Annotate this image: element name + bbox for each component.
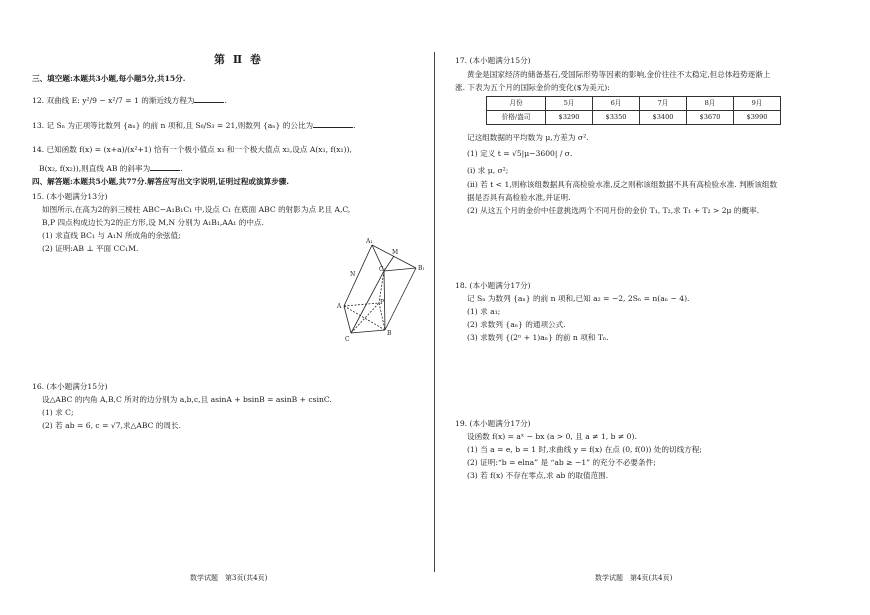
q18-line4: (3) 求数列 {(2ⁿ + 1)aₙ} 的前 n 项和 Tₙ. <box>467 333 609 342</box>
edge-a-b <box>344 306 385 330</box>
table-cell: $3400 <box>640 111 687 125</box>
table-row <box>487 97 781 111</box>
q17-t-equation: √5|μ−3600| / σ <box>512 149 570 158</box>
gold-price-table <box>486 96 781 125</box>
table-row <box>487 111 781 125</box>
table-cell: 价格/盎司 <box>487 111 546 125</box>
edge-c-b <box>351 330 385 333</box>
q18-line2: (1) 求 a₁; <box>467 307 501 316</box>
q15-line2: B,P 四点构成边长为2的正方形,设 M,N 分别为 A₁B₁,AA₁ 的中点. <box>42 218 264 227</box>
q17-line7: 据是否具有高检验水准,并证明. <box>467 193 571 202</box>
q17-line2: 涨. 下表为五个月的国际金价的变化($为美元): <box>455 83 610 92</box>
table-cell: 8月 <box>687 97 734 111</box>
q12-answer-blank <box>194 95 224 103</box>
q17-line5: (i) 求 μ, σ²; <box>467 166 509 175</box>
label-m: M <box>392 249 399 256</box>
q14-answer-blank <box>150 163 180 171</box>
q13-equation: S₆/S₃ = 21 <box>195 121 236 130</box>
q16-line1: 设△ABC 的内角 A,B,C 所对的边分别为 a,b,c,且 asinA + bsinB = asinB + csinC. <box>42 395 332 404</box>
q15-line1: 如图所示,在高为2的斜三棱柱 ABC−A₁B₁C₁ 中,设点 C₁ 在底面 ABC 的射影为点 P,且 A,C, <box>42 205 351 214</box>
q14-equation: (x+a)/(x²+1) <box>103 145 152 154</box>
q14-text-a: 14. 已知函数 f(x) = <box>32 145 104 154</box>
q16-line3: (2) 若 ab = 6, c = √7,求△ABC 的周长. <box>42 421 182 430</box>
q15-line3: (1) 求直线 BC₁ 与 A₁N 所成角的余弦值; <box>42 231 181 240</box>
edge-a-p <box>344 303 379 306</box>
q17-line4 <box>467 150 572 158</box>
part-title: 第 Ⅱ 卷 <box>214 53 263 66</box>
label-n: N <box>350 271 356 278</box>
question-14-line2: B(x₂, f(x₂)),则直线 AB 的斜率为 . <box>39 164 183 173</box>
q17-heading: 17. (本小题满分15分) <box>455 56 531 65</box>
edge-p-b <box>379 303 385 330</box>
section-4-title: 四、解答题:本题共5小题,共77分.解答应写出文字说明,证明过程或演算步骤. <box>32 177 290 186</box>
table-cell: $3290 <box>546 111 593 125</box>
question-12: 12. 双曲线 E: y²/9 − x²/7 = 1 的渐近线方程为 . <box>32 96 227 105</box>
q18-heading: 18. (本小题满分17分) <box>455 281 531 290</box>
q14-text-b: 恰有一个极小值点 x₁ 和一个极大值点 x₂,设点 A(x₁, f(x₁)), <box>151 145 352 154</box>
q17-line8: (2) 从这五个月的金价中任意挑选两个不同月份的金价 T₁, T₂,求 T₁ + T₂ > 2μ 的概率. <box>467 206 760 215</box>
q19-line1: 设函数 f(x) = aˣ − bx (a > 0, 且 a ≠ 1, b ≠ 0). <box>467 432 637 441</box>
q16-line2: (1) 求 C; <box>42 408 74 417</box>
q14-text-c: B(x₂, f(x₂)),则直线 AB 的斜率为 <box>39 164 151 173</box>
table-cell: $3350 <box>593 111 640 125</box>
q17-line6: (ii) 若 t < 1,则称该组数据具有高检验水准,反之则称该组数据不具有高检验水准. 判断该组数 <box>467 180 778 189</box>
edge-c1-b <box>384 271 385 330</box>
table-cell: 7月 <box>640 97 687 111</box>
label-a1: A₁ <box>366 238 373 245</box>
q15-heading: 15. (本小题满分13分) <box>32 192 108 201</box>
q12-text-a: 12. 双曲线 E: <box>32 96 83 105</box>
label-p: P <box>380 299 385 306</box>
label-c1: C₁ <box>379 266 386 273</box>
q13-answer-blank <box>313 120 353 128</box>
label-b1: B₁ <box>418 265 425 272</box>
q12-text-b: 的渐近线方程为 <box>138 96 195 105</box>
edge-c1-b1 <box>384 268 416 271</box>
edge-b1-b <box>385 268 416 330</box>
q12-equation: y²/9 − x²/7 = 1 <box>82 96 139 105</box>
table-cell: 月份 <box>487 97 546 111</box>
page-footer-right: 数学试题 第4页(共4页) <box>595 574 673 582</box>
label-c: C <box>345 336 350 343</box>
q19-line2: (1) 当 a = e, b = 1 时,求曲线 y = f(x) 在点 (0, f(0)) 处的切线方程; <box>467 445 702 454</box>
q17-line3: 记这组数据的平均数为 μ,方差为 σ². <box>467 133 589 142</box>
column-divider <box>434 52 435 572</box>
table-cell: $3990 <box>734 111 781 125</box>
q18-line3: (2) 求数列 {aₙ} 的通项公式. <box>467 320 566 329</box>
question-14-line1 <box>32 146 352 154</box>
q18-line1: 记 Sₙ 为数列 {aₙ} 的前 n 项和,已知 a₂ = −2, 2Sₙ = n(aₙ − 4). <box>467 294 690 303</box>
label-a: A <box>337 303 342 310</box>
table-cell: 9月 <box>734 97 781 111</box>
q17-define-text: (1) 定义 t = <box>467 149 513 158</box>
q13-text-a: 13. 记 Sₙ 为正项等比数列 {aₙ} 的前 n 项和,且 <box>32 121 196 130</box>
edge-a-c <box>344 306 351 333</box>
q15-line4: (2) 证明:AB ⊥ 平面 CC₁M. <box>42 244 139 253</box>
table-cell: $3670 <box>687 111 734 125</box>
q17-line1: 黄金是国家经济的储备基石,受国际形势等因素的影响,金价往往不太稳定,但总体趋势逐渐上 <box>467 70 771 79</box>
table-cell: 5月 <box>546 97 593 111</box>
section-3-title: 三、填空题:本题共3小题,每小题5分,共15分. <box>32 74 186 83</box>
q19-line4: (3) 若 f(x) 不存在零点,求 ab 的取值范围. <box>467 471 609 480</box>
q13-text-b: ,则数列 {aₙ} 的公比为 <box>235 121 314 130</box>
page-footer-left: 数学试题 第3页(共4页) <box>190 574 268 582</box>
question-13: 13. 记 Sₙ 为正项等比数列 {aₙ} 的前 n 项和,且 S₆/S₃ = 21,则数列 {aₙ} 的公比为 . <box>32 121 356 130</box>
prism-figure <box>332 236 432 344</box>
q16-heading: 16. (本小题满分15分) <box>32 382 108 391</box>
label-b: B <box>387 330 392 337</box>
q17-define-end: . <box>570 149 573 158</box>
edge-a1-a <box>344 245 372 306</box>
table-cell: 6月 <box>593 97 640 111</box>
q19-line3: (2) 证明:“b = elna” 是 “ab ≥ −1” 的充分不必要条件; <box>467 458 656 467</box>
q19-heading: 19. (本小题满分17分) <box>455 419 531 428</box>
